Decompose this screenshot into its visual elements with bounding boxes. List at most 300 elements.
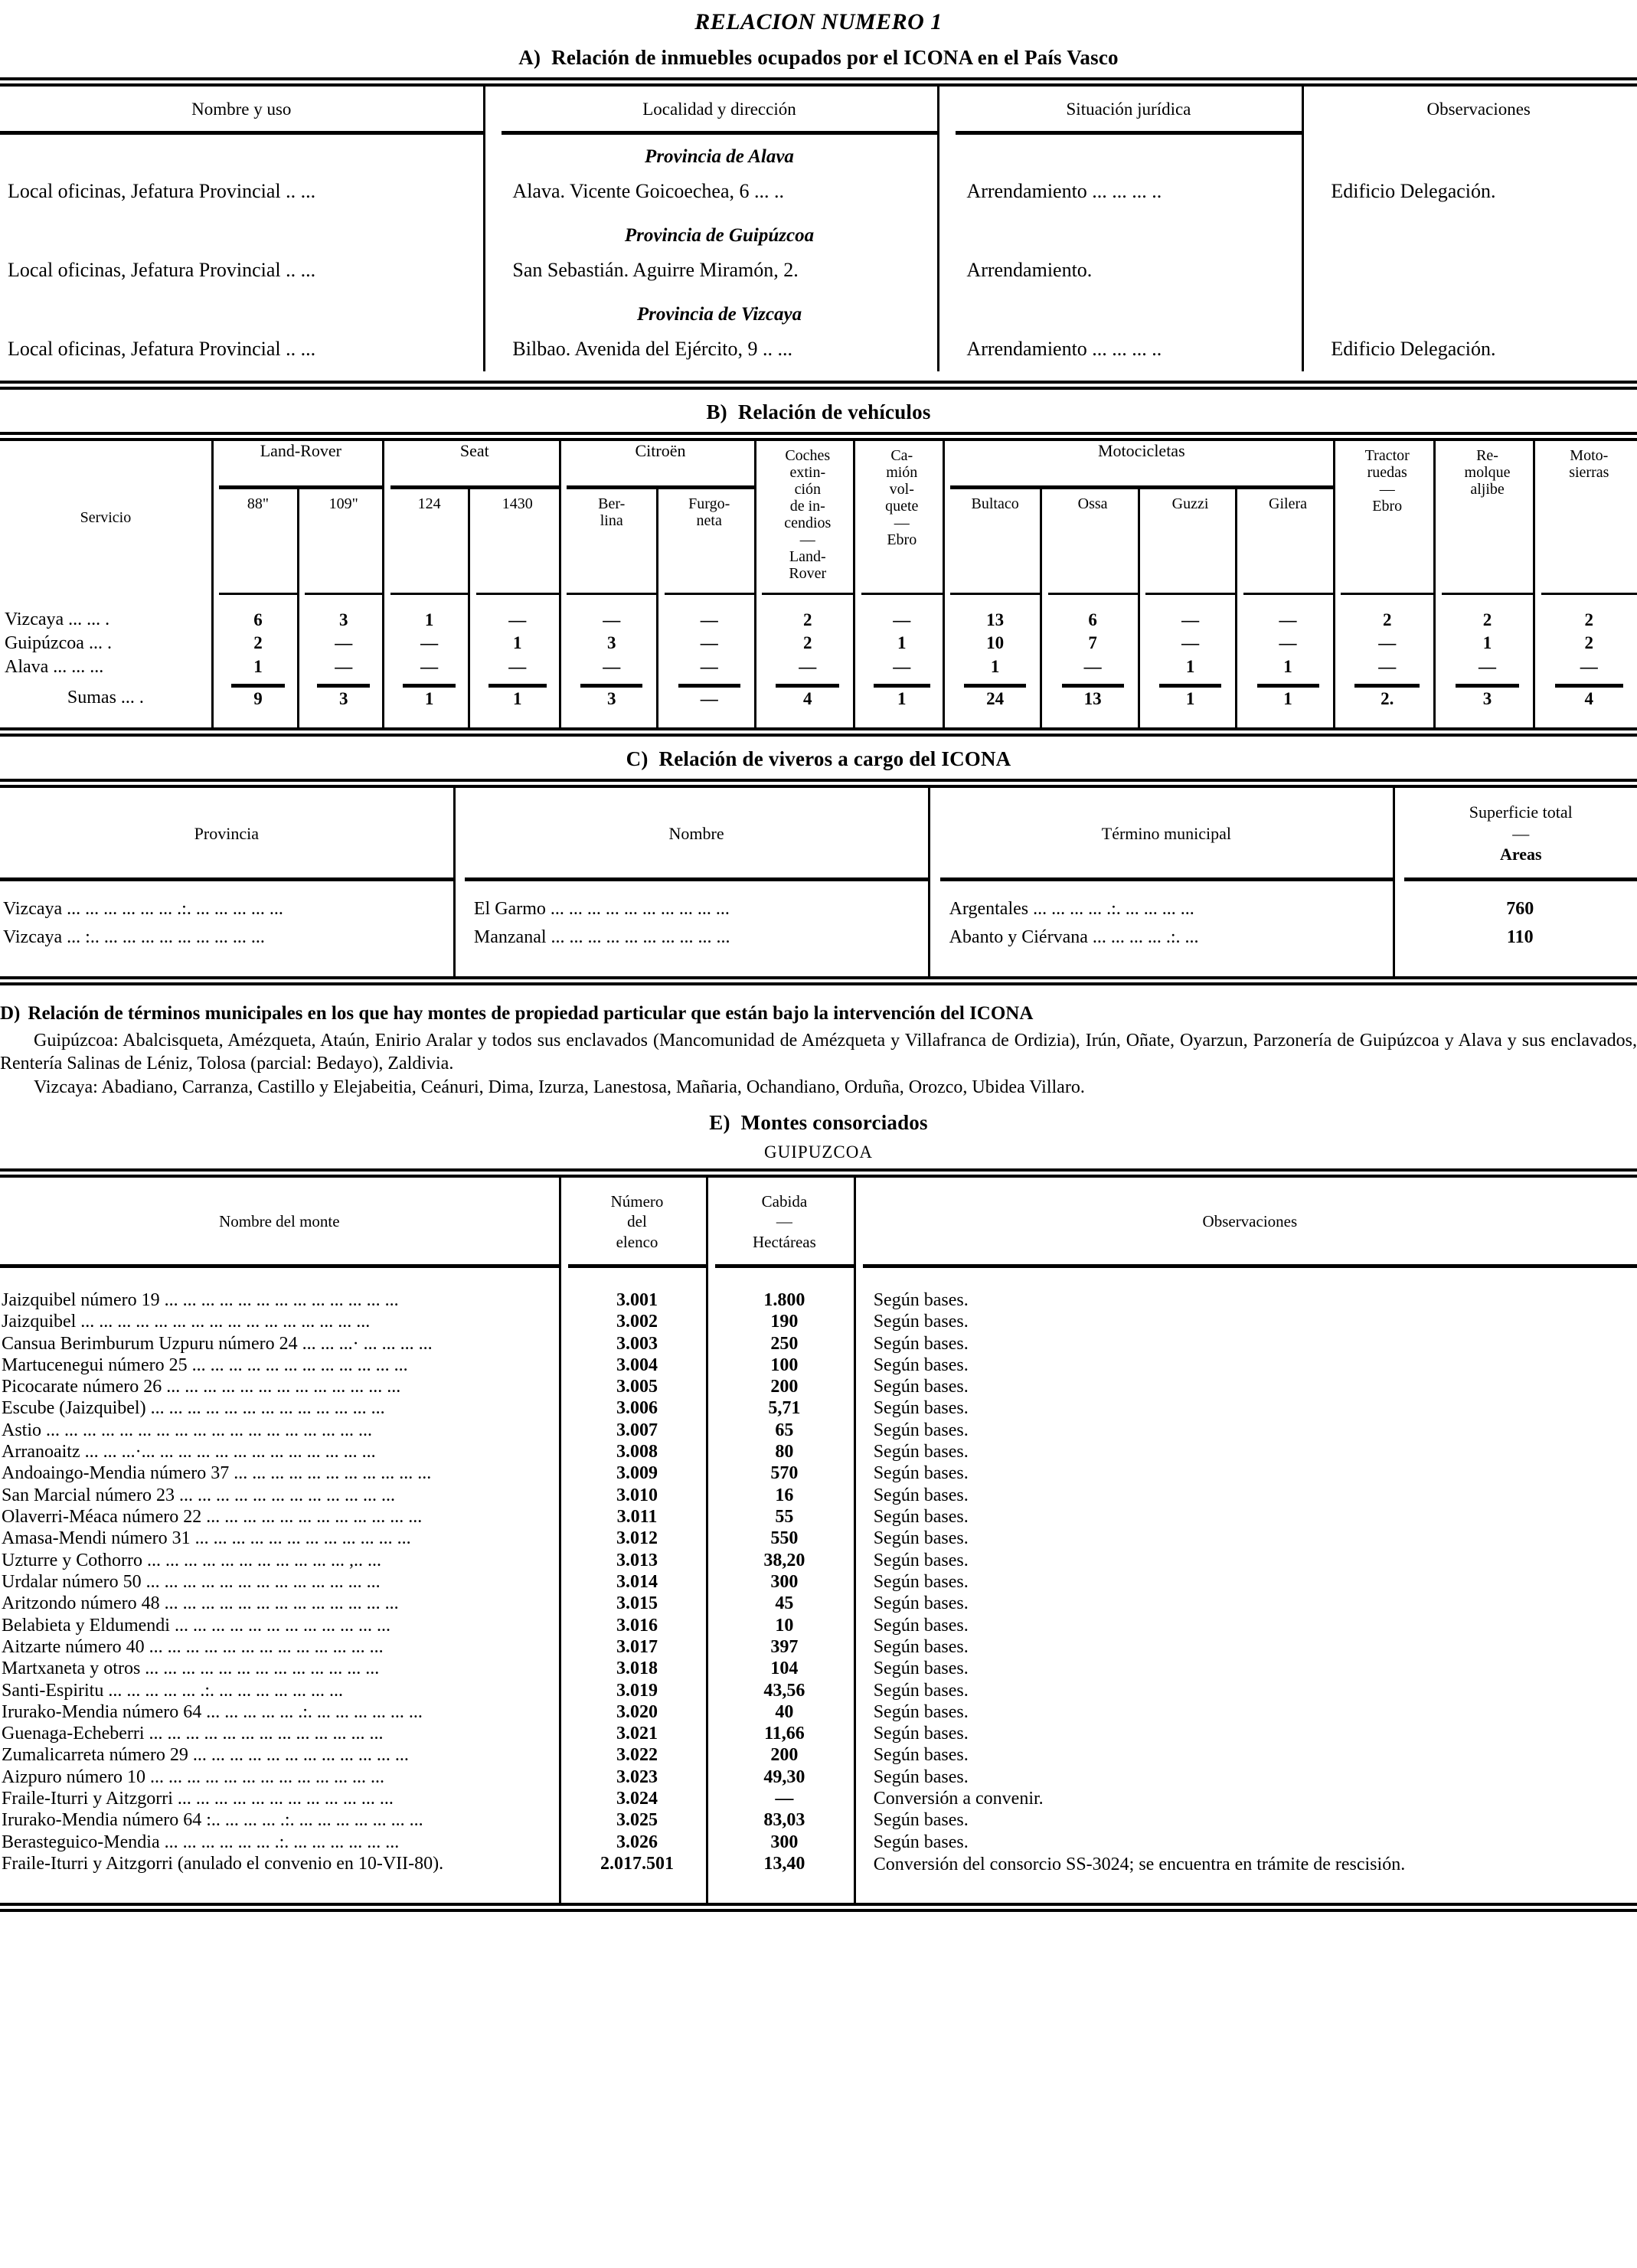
col-header-seat-124: 124 (417, 495, 441, 512)
cell-value: 6 (1088, 610, 1097, 630)
vline (707, 1832, 716, 1853)
vline (560, 1311, 568, 1332)
cell-value: — (420, 633, 439, 653)
cell-observaciones: Según bases. (873, 1442, 969, 1462)
cell-value: 3 (339, 610, 348, 630)
section-b-totals-separator-row (0, 679, 1637, 688)
vline (854, 1462, 863, 1484)
section-c-heading: Relación de viveros a cargo del ICONA (658, 747, 1011, 771)
vline (560, 1744, 568, 1766)
vline (484, 132, 502, 172)
cell-value: — (700, 610, 718, 630)
cell-observaciones: Según bases. (873, 1289, 969, 1310)
col-header-motosierras-text: Moto- sierras (1569, 447, 1609, 482)
empty-cell (863, 1877, 1637, 1903)
section-b-totals-row (0, 688, 1637, 711)
cell-cabida-hectareas: 49,30 (763, 1766, 805, 1787)
cell-localidad: San Sebastián. Aguirre Miramón, 2. (512, 258, 799, 281)
vline (854, 1178, 863, 1266)
vline (1394, 788, 1405, 879)
empty-cell (956, 132, 1302, 172)
cell-observaciones: Según bases. (873, 1571, 969, 1592)
vline (854, 1376, 863, 1397)
table-row (0, 1528, 1637, 1549)
cell-numero-elenco: 3.024 (616, 1789, 658, 1809)
vline (560, 1723, 568, 1744)
vline (454, 879, 465, 922)
col-header-moto-guzzi: Guzzi (1171, 495, 1209, 512)
vline (707, 1441, 716, 1462)
cell-cabida-hectareas: 45 (775, 1593, 794, 1614)
table-row (0, 1550, 1637, 1571)
cell-observaciones: Según bases. (873, 1398, 969, 1419)
cell-nombre-del-monte: Astio ... ... ... ... ... ... ... ... ... ... ... ... ... ... ... ... ... ... (2, 1420, 373, 1440)
vline (707, 1723, 716, 1744)
vline (1534, 594, 1541, 632)
cell-cabida-hectareas: 10 (775, 1615, 794, 1636)
superficie-line1: Superficie total (1469, 802, 1573, 822)
vline (658, 594, 665, 632)
vline (854, 1809, 863, 1831)
table-row (0, 1615, 1637, 1636)
cell-value: 1 (253, 657, 263, 677)
vline (854, 1550, 863, 1571)
vline (1302, 214, 1320, 250)
section-c-table (0, 788, 1637, 976)
cell-situacion: Arrendamiento. (966, 258, 1093, 281)
cell-value: — (1479, 657, 1497, 677)
totals-value: 3 (339, 689, 348, 709)
cell-value: — (893, 610, 911, 630)
cell-nombre-del-monte: Martxaneta y otros ... ... ... ... ... ... ... ... ... ... ... ... ... (2, 1659, 380, 1679)
cell-value: 3 (606, 633, 616, 653)
totals-value: 13 (1083, 689, 1102, 709)
table-row (0, 1462, 1637, 1484)
totals-value: — (700, 689, 718, 709)
totals-value: 1 (424, 689, 434, 709)
vline (484, 329, 502, 371)
vline (1302, 172, 1320, 214)
section-b-top-rule (0, 432, 1637, 441)
vline (854, 1766, 863, 1788)
vline (707, 1571, 716, 1593)
cell-nombre-del-monte: Picocarate número 26 ... ... ... ... ... ... ... ... ... ... ... ... ... (2, 1377, 401, 1397)
section-d-paragraph-vizcaya: Vizcaya: Abadiano, Carranza, Castillo y Elejabeitia, Ceánuri, Dima, Izurza, Lanestosa, Mañaria, Ochandiano, Orduña, Orozco, Ubidea Villaro. (34, 1077, 1085, 1097)
section-a-top-rule (0, 77, 1637, 87)
vline (854, 1571, 863, 1593)
cell-cabida-hectareas: 43,56 (763, 1680, 805, 1701)
vline (930, 879, 940, 922)
cell-observaciones: Edificio Delegación. (1331, 337, 1496, 360)
vline (707, 1397, 716, 1419)
cell-cabida-hectareas: 65 (775, 1420, 794, 1440)
province-label-vizcaya: Provincia de Vizcaya (636, 303, 802, 325)
col-header-seat-1430: 1430 (502, 495, 533, 512)
vline (707, 1877, 716, 1903)
vline (854, 594, 861, 632)
cell-value: — (1378, 657, 1397, 677)
col-header-moto-ossa: Ossa (1077, 495, 1108, 512)
section-a-province-row (0, 292, 1637, 329)
table-row (0, 1593, 1637, 1614)
section-e-heading: Montes consorciados (740, 1111, 928, 1135)
section-a-bottom-rule (0, 381, 1637, 390)
col-header-coches-extincion-text: Coches extin- ción de in- cendios — Land- Rover (784, 447, 832, 583)
vline (212, 594, 219, 632)
cell-nombre-del-monte: Guenaga-Echeberri ... ... ... ... ... ... ... ... ... ... ... ... ... (2, 1724, 384, 1744)
cell-nombre-del-monte: Uzturre y Cothorro ... ... ... ... ... ... ... ... ... ... ... ,.. ... (2, 1550, 381, 1570)
cell-nombre-del-monte: Aritzondo número 48 ... ... ... ... ... ... ... ... ... ... ... ... ... (2, 1593, 399, 1614)
totals-value: 1 (1185, 689, 1195, 709)
cell-cabida-hectareas: 13,40 (763, 1854, 805, 1874)
table-row (0, 1266, 1637, 1311)
vline (938, 87, 956, 132)
vline (854, 1266, 863, 1311)
section-d-title (0, 1002, 1637, 1025)
table-row (0, 1397, 1637, 1419)
table-row (0, 1744, 1637, 1766)
col-header-moto-gilera: Gilera (1269, 495, 1308, 512)
cell-value: — (508, 657, 527, 677)
vline (1139, 487, 1145, 588)
cell-numero-elenco: 3.026 (616, 1832, 658, 1852)
cell-value: — (508, 610, 527, 630)
col-header-motosierras (1541, 441, 1637, 588)
cell-numero-elenco: 3.013 (616, 1550, 658, 1570)
vline (854, 1333, 863, 1355)
vline (938, 132, 956, 172)
totals-label: Sumas ... . (67, 688, 144, 708)
section-b-table (0, 441, 1637, 727)
section-a-heading: Relación de inmuebles ocupados por el ICONA en el País Vasco (551, 46, 1119, 69)
cell-numero-elenco: 3.003 (616, 1333, 658, 1354)
table-row (0, 1809, 1637, 1831)
superficie-dash: — (1512, 823, 1530, 843)
col-header-numero-del-elenco (568, 1178, 707, 1266)
cell-observaciones: Según bases. (873, 1463, 969, 1484)
vline (560, 1550, 568, 1571)
vline (484, 250, 502, 292)
vline (484, 87, 502, 132)
superficie-line2: Areas (1499, 845, 1542, 864)
vline (560, 1397, 568, 1419)
col-header-tractor-ruedas (1341, 441, 1435, 588)
cell-value: 2 (1382, 610, 1392, 630)
vline (707, 1506, 716, 1528)
cell-cabida-hectareas: 80 (775, 1442, 794, 1462)
cell-observaciones: Edificio Delegación. (1331, 179, 1496, 202)
cell-value: — (335, 657, 353, 677)
cell-localidad: Alava. Vicente Goicoechea, 6 ... .. (512, 179, 785, 202)
vline (938, 292, 956, 329)
cell-cabida-hectareas: 83,03 (763, 1810, 805, 1831)
table-row (0, 594, 1637, 632)
table-row (0, 329, 1637, 371)
cell-cabida-hectareas: 11,66 (764, 1724, 805, 1744)
col-header-situacion: Situación jurídica (956, 87, 1302, 132)
section-e-bottom-pad-row (0, 1877, 1637, 1903)
col-header-lr-88: 88" (247, 495, 270, 512)
cell-observaciones: Según bases. (873, 1680, 969, 1701)
section-b-header-underline-row (0, 588, 1637, 594)
empty-cell (0, 214, 484, 250)
cell-value: 2 (1584, 633, 1594, 653)
vline (1334, 441, 1341, 594)
table-row (0, 172, 1637, 214)
vline (930, 788, 940, 879)
cell-observaciones: Conversión del consorcio SS-3024; se encuentra en trámite de rescisión. (873, 1855, 1406, 1875)
vline (854, 441, 861, 594)
empty-cell (0, 292, 484, 329)
cell-observaciones: Según bases. (873, 1766, 969, 1787)
cell-value: — (1083, 657, 1102, 677)
vline (854, 1636, 863, 1658)
vline (212, 441, 219, 594)
group-header-motocicletas: Motocicletas (950, 441, 1334, 487)
empty-cell (1320, 132, 1637, 172)
cell-observaciones: Según bases. (873, 1420, 969, 1440)
table-row (0, 1333, 1637, 1355)
cell-nombre-del-monte: Escube (Jaizquibel) ... ... ... ... ... ... ... ... ... ... ... ... ... (2, 1398, 385, 1419)
cell-cabida-hectareas: 250 (770, 1333, 799, 1354)
cell-numero-elenco: 3.011 (616, 1507, 658, 1528)
empty-cell (1320, 292, 1637, 329)
cell-cabida-hectareas: 1.800 (763, 1289, 805, 1310)
cell-value: 1 (990, 657, 1000, 677)
cell-numero-elenco: 3.002 (616, 1312, 658, 1332)
cell-numero-elenco: 3.010 (616, 1485, 658, 1505)
col-header-citroen-berlina: Ber- lina (598, 495, 626, 529)
vline (707, 1636, 716, 1658)
vline (854, 1788, 863, 1809)
cell-value: — (1580, 657, 1598, 677)
vline (707, 1658, 716, 1679)
numero-line3: elenco (616, 1232, 658, 1251)
cell-nombre-del-monte: Martucenegui número 25 ... ... ... ... ... ... ... ... ... ... ... ... (2, 1355, 408, 1375)
cell-nombre-uso: Local oficinas, Jefatura Provincial .. ... (8, 337, 316, 360)
col-header-camion-volquete-text: Ca- mión vol- quete — Ebro (885, 447, 919, 549)
vline (1302, 292, 1320, 329)
col-header-remolque-aljibe-text: Re- molque aljibe (1464, 447, 1511, 498)
section-c-top-rule (0, 779, 1637, 788)
cell-observaciones: Según bases. (873, 1615, 969, 1636)
section-c-letter: C) (626, 747, 649, 771)
cell-numero-elenco: 3.022 (616, 1745, 658, 1766)
document-page (0, 6, 1637, 1912)
vline (1435, 594, 1442, 632)
vline (560, 1766, 568, 1788)
cell-numero-elenco: 3.001 (616, 1289, 658, 1310)
vline (560, 1571, 568, 1593)
section-d-letter: D) (0, 1003, 21, 1025)
totals-value: 1 (512, 689, 522, 709)
vline (854, 1658, 863, 1679)
empty-cell (715, 1877, 854, 1903)
cell-value: 10 (986, 633, 1005, 653)
totals-value: 3 (606, 689, 616, 709)
section-e-body (0, 1266, 1637, 1903)
vline (1394, 922, 1405, 950)
cell-cabida-hectareas: 200 (770, 1377, 799, 1397)
cell-cabida-hectareas: 100 (770, 1355, 799, 1375)
cell-observaciones: Según bases. (873, 1485, 969, 1505)
vline (298, 594, 305, 632)
section-b-letter: B) (706, 400, 727, 424)
vline (560, 1506, 568, 1528)
totals-value: 24 (986, 689, 1005, 709)
table-row (0, 1485, 1637, 1506)
vline (560, 441, 567, 594)
vline (707, 1485, 716, 1506)
cell-superficie: 760 (1506, 898, 1534, 919)
cell-nombre-del-monte: Olaverri-Méaca número 22 ... ... ... ... ... ... ... ... ... ... ... ... (2, 1507, 423, 1528)
vline (854, 1441, 863, 1462)
cell-observaciones: Conversión a convenir. (873, 1789, 1044, 1809)
vline (707, 1766, 716, 1788)
cell-nombre: El Garmo ... ... ... ... ... ... ... ... ... ... (473, 898, 730, 919)
section-a-letter: A) (518, 46, 541, 69)
cell-numero-elenco: 3.012 (616, 1528, 658, 1549)
cell-value: 2 (803, 610, 812, 630)
section-a-header-row (0, 87, 1637, 132)
cell-value: — (603, 657, 621, 677)
section-a-title (0, 46, 1637, 70)
cell-cabida-hectareas: 570 (770, 1463, 799, 1484)
cell-observaciones: Según bases. (873, 1701, 969, 1722)
col-header-observaciones: Observaciones (863, 1178, 1637, 1266)
numero-line1: Número (610, 1192, 664, 1211)
vline (560, 1615, 568, 1636)
cell-nombre-del-monte: Arranoaitz ... ... ...·... ... ... ... ... ... ... ... ... ... ... ... ... (2, 1442, 376, 1462)
section-c-header-row (0, 788, 1637, 879)
col-header-superficie-total (1404, 788, 1637, 879)
cell-observaciones: Según bases. (873, 1593, 969, 1614)
numero-line2: del (627, 1212, 647, 1231)
cell-nombre-del-monte: Irurako-Mendia número 64 ... ... ... ... ... .:. ... ... ... ... ... ... (2, 1701, 423, 1722)
cell-nombre-del-monte: Berasteguico-Mendia ... ... ... ... ... ... .:. ... ... ... ... ... ... (2, 1832, 400, 1852)
vline (707, 1788, 716, 1809)
vline (560, 1701, 568, 1723)
cabida-line2: Hectáreas (753, 1232, 816, 1251)
cell-value: — (335, 633, 353, 653)
cell-nombre-del-monte: Fraile-Iturri y Aitzgorri ... ... ... ... ... ... ... ... ... ... ... ... (2, 1789, 394, 1809)
col-header-lr-109: 109" (328, 495, 358, 512)
vline (560, 1178, 568, 1266)
vline (560, 1333, 568, 1355)
cell-value: — (420, 657, 439, 677)
table-row (0, 1723, 1637, 1744)
col-header-moto-bultaco: Bultaco (971, 495, 1019, 512)
vline (484, 292, 502, 329)
vline (854, 1397, 863, 1419)
vline (938, 214, 956, 250)
cell-numero-elenco: 3.025 (616, 1810, 658, 1831)
col-header-nombre: Nombre (465, 788, 930, 879)
vline (560, 1376, 568, 1397)
cell-observaciones: Según bases. (873, 1377, 969, 1397)
cell-observaciones: Según bases. (873, 1355, 969, 1375)
vline (469, 487, 476, 588)
cell-nombre-del-monte: Amasa-Mendi número 31 ... ... ... ... ... ... ... ... ... ... ... ... (2, 1528, 411, 1549)
cell-value: — (1181, 633, 1200, 653)
vline (854, 1853, 863, 1877)
table-row (0, 1766, 1637, 1788)
cell-value: — (700, 657, 718, 677)
cell-observaciones (1320, 250, 1637, 292)
cell-value: 1 (512, 633, 522, 653)
table-row (0, 1658, 1637, 1679)
col-header-remolque-aljibe (1442, 441, 1534, 588)
cell-cabida-hectareas: 300 (770, 1571, 799, 1592)
vline (854, 1723, 863, 1744)
vline (560, 1266, 568, 1311)
vline (854, 1485, 863, 1506)
cell-value: 6 (253, 610, 263, 630)
section-e-province: GUIPUZCOA (764, 1142, 873, 1162)
vline (1334, 594, 1341, 632)
section-b-group-header-row (0, 441, 1637, 487)
vline (755, 594, 762, 632)
vline (212, 655, 219, 679)
vline (707, 1528, 716, 1549)
empty-cell (568, 1877, 707, 1903)
cell-value: — (1279, 610, 1297, 630)
section-d-heading: Relación de términos municipales en los que hay montes de propiedad particular que están bajo la intervención del ICONA (28, 1003, 1034, 1025)
group-header-seat: Seat (390, 441, 560, 487)
section-a-province-row (0, 214, 1637, 250)
vline (1394, 879, 1405, 922)
cell-value: 1 (897, 633, 907, 653)
vline (854, 1877, 863, 1903)
cell-nombre-uso: Local oficinas, Jefatura Provincial .. ... (8, 179, 316, 202)
row-label-vizcaya: Vizcaya ... ... . (5, 609, 110, 629)
vline (560, 1809, 568, 1831)
cell-value: — (1181, 610, 1200, 630)
totals-value: 1 (897, 689, 907, 709)
cell-value: — (1378, 633, 1397, 653)
cell-numero-elenco: 3.004 (616, 1355, 658, 1375)
cell-situacion: Arrendamiento ... ... ... .. (966, 179, 1162, 202)
cell-observaciones: Según bases. (873, 1528, 969, 1549)
vline (454, 788, 465, 879)
totals-value: 4 (803, 689, 812, 709)
vline (1302, 132, 1320, 172)
province-label-guipuzcoa: Provincia de Guipúzcoa (624, 224, 815, 246)
col-header-observaciones: Observaciones (1426, 100, 1531, 119)
group-header-citroen: Citroën (567, 441, 755, 487)
section-b-heading: Relación de vehículos (737, 400, 931, 424)
col-header-termino-municipal: Término municipal (940, 788, 1394, 879)
table-row (0, 1506, 1637, 1528)
cell-cabida-hectareas: 38,20 (763, 1550, 805, 1570)
vline (560, 1462, 568, 1484)
vline (707, 1355, 716, 1376)
col-header-camion-volquete (861, 441, 943, 588)
vline (560, 1788, 568, 1809)
cell-observaciones: Según bases. (873, 1810, 969, 1831)
section-c-bottom-rule (0, 976, 1637, 985)
vline (707, 1744, 716, 1766)
cell-value: 1 (424, 610, 434, 630)
cell-value: 1 (1482, 633, 1492, 653)
col-header-nombre-uso: Nombre y uso (0, 87, 484, 132)
cell-nombre-del-monte: Irurako-Mendia número 64 :.. ... ... ... .:. ... ... ... ... ... ... ... (2, 1810, 423, 1831)
cell-numero-elenco: 3.016 (616, 1615, 658, 1636)
row-label-alava: Alava ... ... ... (5, 657, 104, 678)
table-row (0, 1420, 1637, 1441)
cell-localidad: Bilbao. Avenida del Ejército, 9 .. ... (512, 337, 793, 360)
province-label-alava: Provincia de Alava (645, 145, 794, 167)
